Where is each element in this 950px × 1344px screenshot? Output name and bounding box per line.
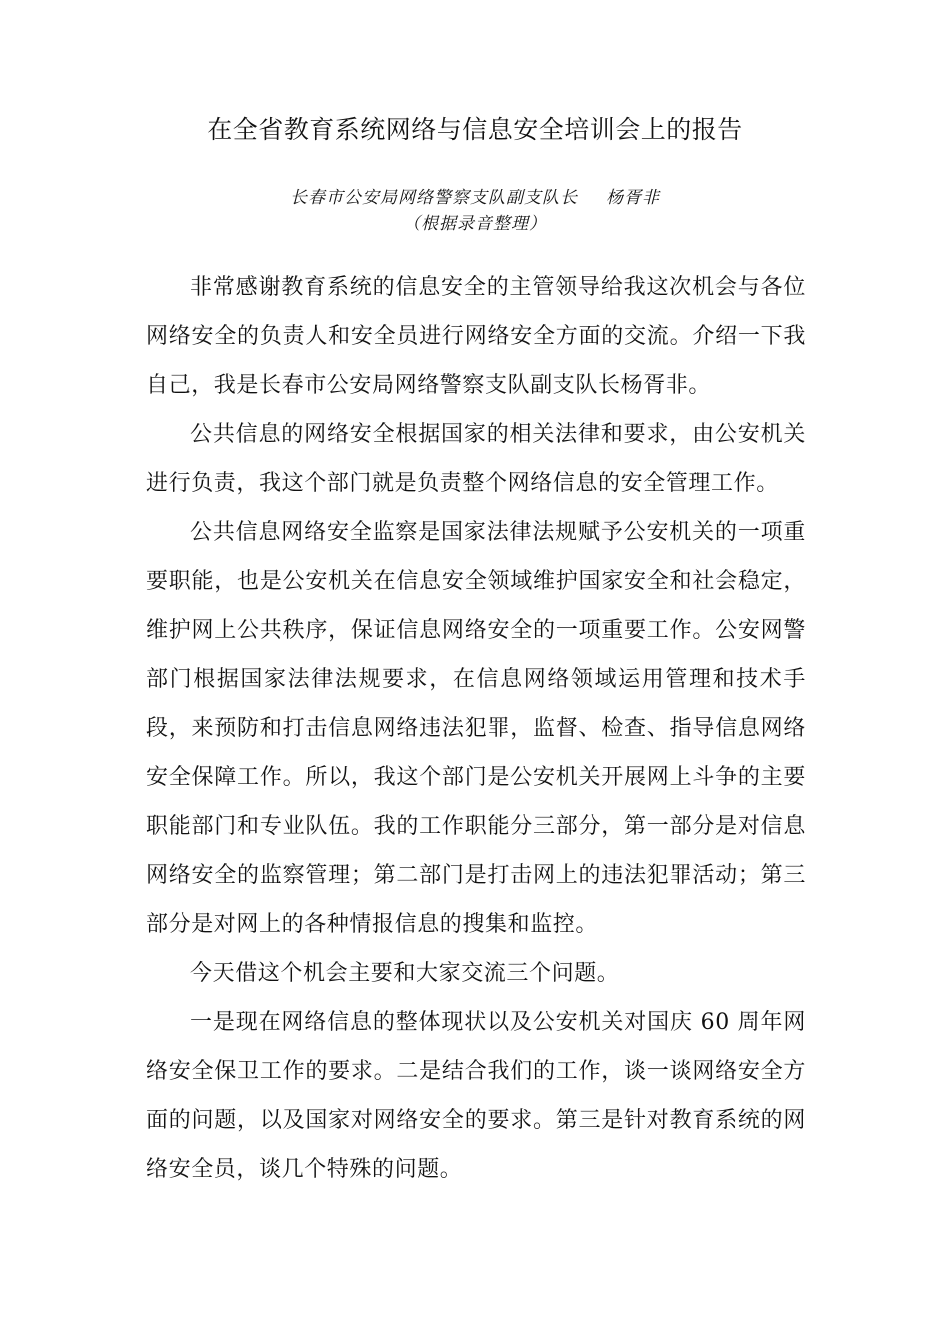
paragraph: 公共信息网络安全监察是国家法律法规赋予公安机关的一项重要职能，也是公安机关在信息安全领域维护国家安全和社会稳定，维护网上公共秩序，保证信息网络安全的一项重要工作。公安网警部门根据国家法律法规要求，在信息网络领域运用管理和技术手段，来预防和打击信息网络违法犯罪，监督、检查、指导信息网络安全保障工作。所以，我这个部门是公安机关开展网上斗争的主要职能部门和专业队伍。我的工作职能分三部分，第一部分是对信息网络安全的监察管理；第二部门是打击网上的违法犯罪活动；第三部分是对网上的各种情报信息的搜集和监控。 [146, 520, 806, 937]
document-title: 在全省教育系统网络与信息安全培训会上的报告 [207, 115, 743, 144]
paragraph: 公共信息的网络安全根据国家的相关法律和要求，由公安机关进行负责，我这个部门就是负责整个网络信息的安全管理工作。 [146, 422, 806, 496]
author-position: 长春市公安局网络警察支队副支队长 [290, 188, 578, 208]
document-body [146, 263, 806, 1194]
paragraph: 非常感谢教育系统的信息安全的主管领导给我这次机会与各位网络安全的负责人和安全员进行网络安全方面的交流。介绍一下我自己，我是长春市公安局网络警察支队副支队长杨胥非。 [146, 275, 806, 398]
author-byline [0, 186, 950, 210]
paragraph: 一是现在网络信息的整体现状以及公安机关对国庆 60 周年网络安全保卫工作的要求。二是结合我们的工作，谈一谈网络安全方面的问题，以及国家对网络安全的要求。第三是针对教育系统的网络安全员，谈几个特殊的问题。 [146, 1010, 806, 1182]
author-name: 杨胥非 [606, 188, 660, 208]
transcription-note: （根据录音整理） [403, 214, 547, 234]
paragraph: 今天借这个机会主要和大家交流三个问题。 [190, 961, 620, 986]
